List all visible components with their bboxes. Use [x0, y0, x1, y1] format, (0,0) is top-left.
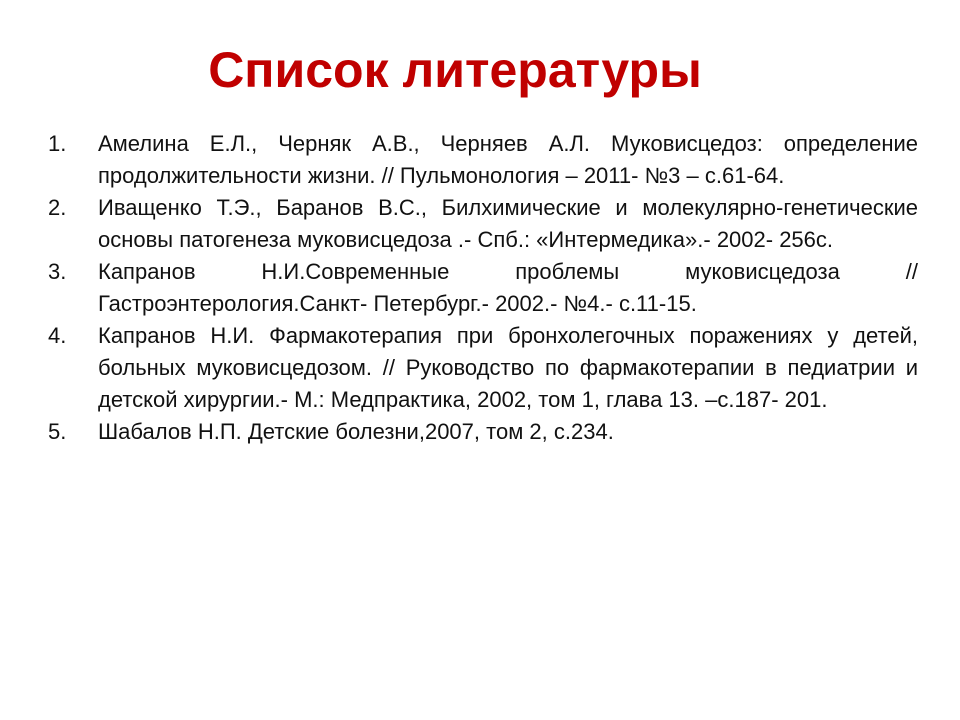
reference-item	[48, 192, 918, 256]
reference-number: 2.	[48, 195, 67, 220]
reference-number: 4.	[48, 323, 67, 348]
reference-text: Капранов Н.И. Фармакотерапия при бронхолегочных поражениях у детей, больных муковисцедозом. // Руководство по фармакотерапии в педиатрии и детской хирургии.- М.: Медпрактика, 2002, том 1, глава 13. –с.187- 201.	[98, 323, 918, 412]
reference-item	[48, 128, 918, 192]
reference-item	[48, 256, 918, 320]
page-title: Список литературы	[208, 42, 702, 98]
reference-number: 1.	[48, 131, 67, 156]
reference-item	[48, 320, 918, 416]
reference-number: 5.	[48, 419, 67, 444]
reference-item	[48, 416, 918, 448]
reference-number: 3.	[48, 259, 67, 284]
reference-list	[48, 128, 918, 448]
reference-text: Шабалов Н.П. Детские болезни,2007, том 2, с.234.	[98, 419, 614, 444]
reference-text: Иващенко Т.Э., Баранов В.С., Билхимические и молекулярно-генетические основы патогенеза муковисцедоза .- Спб.: «Интермедика».- 2002- 256с.	[98, 195, 918, 252]
reference-text: Капранов Н.И.Современные проблемы муковисцедоза // Гастроэнтерология.Санкт- Петербург.- 2002.- №4.- с.11-15.	[98, 259, 918, 316]
reference-text: Амелина Е.Л., Черняк А.В., Черняев А.Л. Муковисцедоз: определение продолжительности жизни. // Пульмонология – 2011- №3 – с.61-64.	[98, 131, 918, 188]
